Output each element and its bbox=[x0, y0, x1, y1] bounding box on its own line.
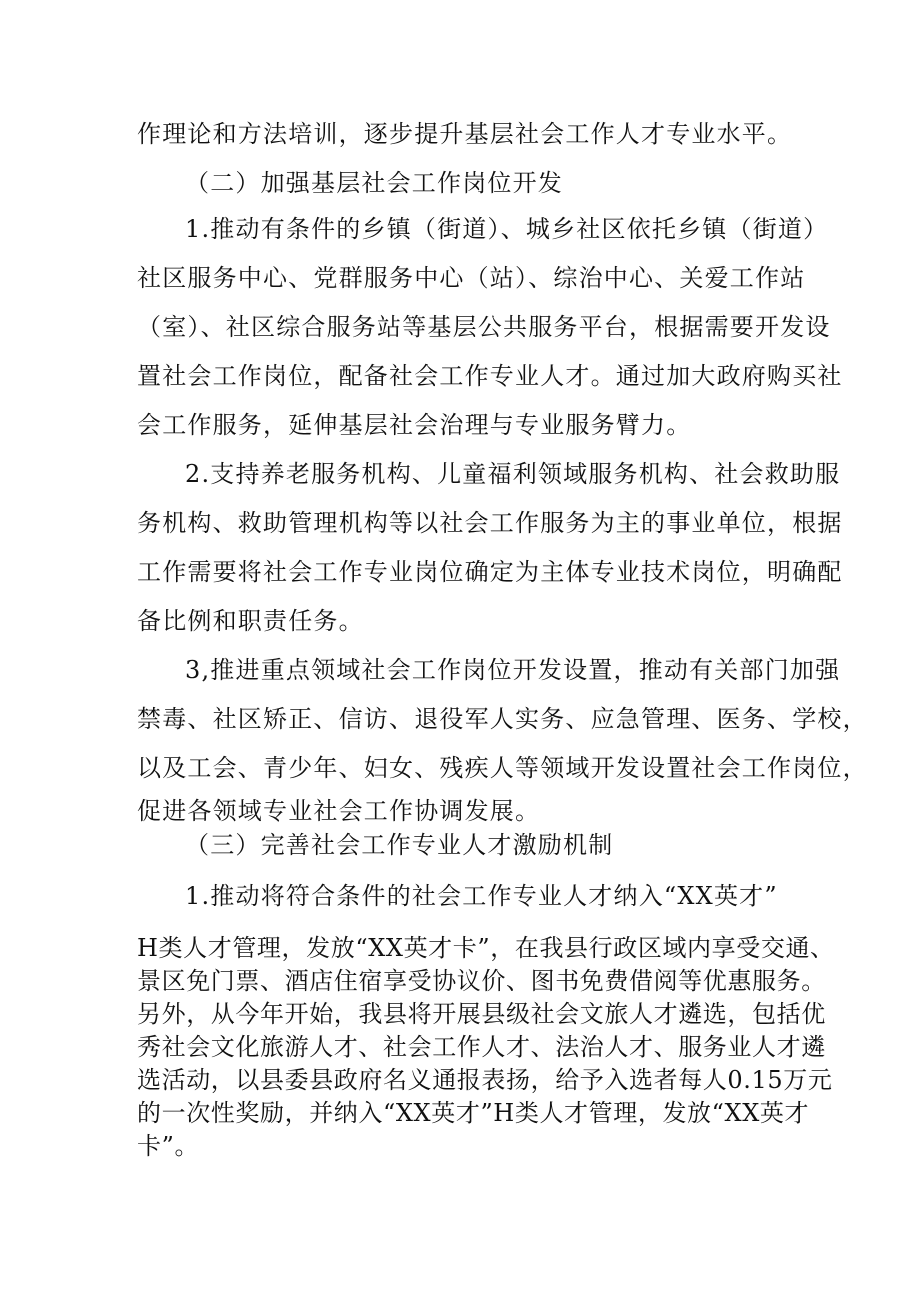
text-line: 另外，从今年开始，我县将开展县级社会文旅人才遴选，包括优 bbox=[137, 1000, 826, 1028]
text-line: 作理论和方法培训，逐步提升基层社会工作人才专业水平。 bbox=[137, 120, 793, 148]
text-line: H类人才管理，发放“XX英才卡”，在我县行政区域内享受交通、 bbox=[137, 934, 835, 962]
text-line: 3,推进重点领域社会工作岗位开发设置，推动有关部门加强 bbox=[185, 656, 841, 684]
text-line: 景区免门票、酒店住宿享受协议价、图书免费借阅等优惠服务。 bbox=[137, 967, 826, 995]
text-line: 工作需要将社会工作专业岗位确定为主体专业技术岗位，明确配 bbox=[137, 558, 843, 586]
text-line: 务机构、救助管理机构等以社会工作服务为主的事业单位，根据 bbox=[137, 509, 843, 537]
text-line: 2.支持养老服务机构、儿童福利领域服务机构、社会救助服 bbox=[185, 460, 841, 488]
section-heading: （二）加强基层社会工作岗位开发 bbox=[185, 169, 563, 197]
text-line: 以及工会、青少年、妇女、残疾人等领域开发设置社会工作岗位， bbox=[137, 754, 868, 782]
text-line: 会工作服务，延伸基层社会治理与专业服务臂力。 bbox=[137, 411, 692, 439]
text-line: 置社会工作岗位，配备社会工作专业人才。通过加大政府购买社 bbox=[137, 362, 843, 390]
text-line: 促进各领域专业社会工作协调发展。 bbox=[137, 797, 541, 825]
text-line: 卡”。 bbox=[137, 1132, 200, 1160]
text-line: 1.推动将符合条件的社会工作专业人才纳入“XX英才” bbox=[185, 882, 778, 910]
text-line: 禁毒、社区矫正、信访、退役军人实务、应急管理、医务、学校， bbox=[137, 705, 868, 733]
text-line: （室）、社区综合服务站等基层公共服务平台，根据需要开发设 bbox=[137, 313, 831, 341]
section-heading: （三）完善社会工作专业人才激励机制 bbox=[185, 831, 614, 859]
text-line: 秀社会文化旅游人才、社会工作人才、法治人才、服务业人才遴 bbox=[137, 1033, 826, 1061]
text-line: 备比例和职责任务。 bbox=[137, 607, 364, 635]
text-line: 选活动，以县委县政府名义通报表扬，给予入选者每人0.15万元 bbox=[137, 1066, 833, 1094]
text-line: 的一次性奖励，并纳入“XX英才”H类人才管理，发放“XX英才 bbox=[137, 1099, 810, 1127]
text-line: 社区服务中心、党群服务中心（站）、综治中心、关爱工作站 bbox=[137, 264, 806, 292]
text-line: 1.推动有条件的乡镇（街道）、城乡社区依托乡镇（街道） bbox=[185, 215, 829, 243]
